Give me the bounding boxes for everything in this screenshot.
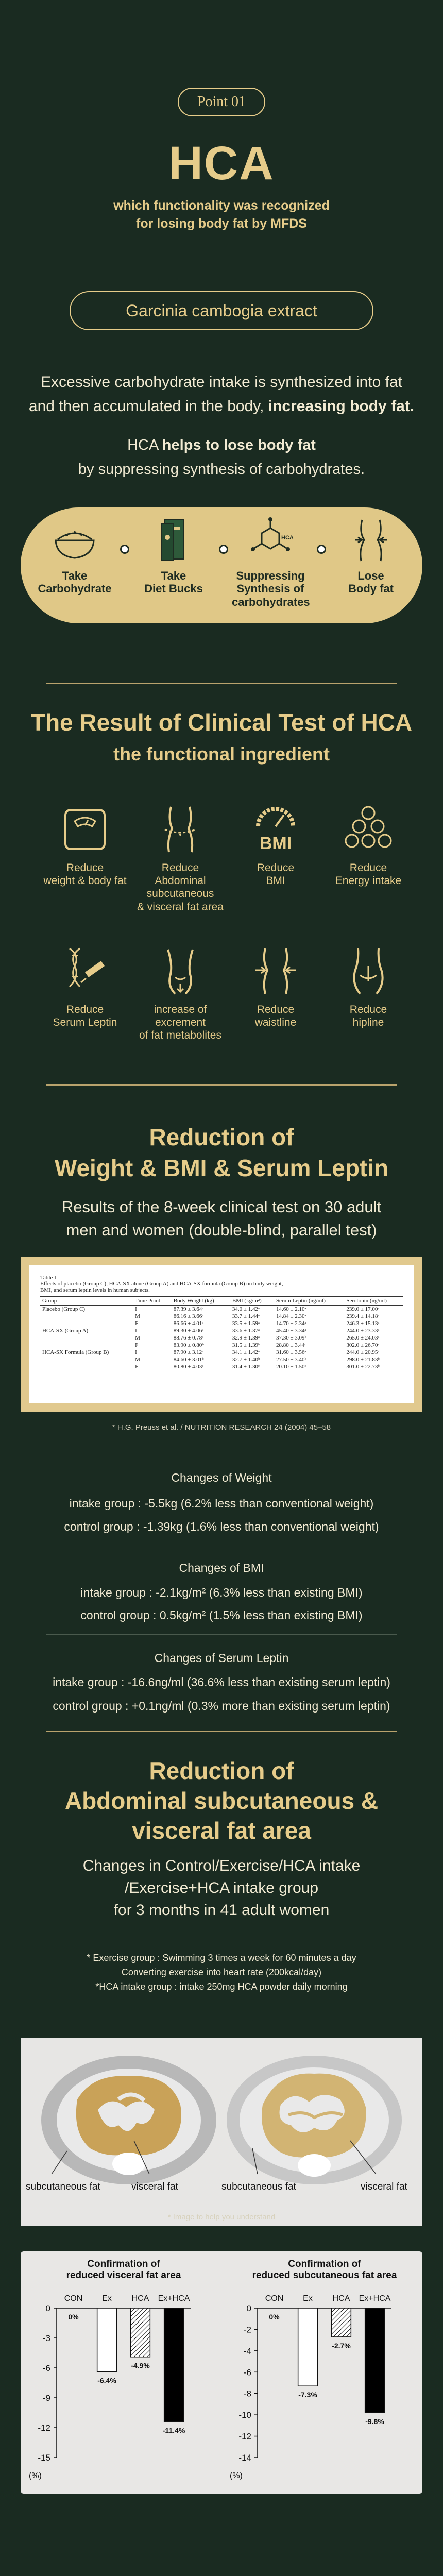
step-4-line-1: Lose bbox=[357, 569, 384, 582]
table-cell: M bbox=[135, 1357, 140, 1363]
table-cell: 84.60 ± 3.01ᵇ bbox=[173, 1357, 204, 1363]
point-badge: Point 01 bbox=[178, 88, 265, 116]
y-axis-label: (%) bbox=[230, 2471, 243, 2480]
table-row bbox=[40, 1306, 403, 1313]
table-cell bbox=[40, 1334, 133, 1342]
step-1-line-2: Carbohydrate bbox=[38, 582, 112, 596]
y-tick-label: 0 bbox=[246, 2303, 251, 2313]
bar-ex bbox=[298, 2308, 318, 2386]
y-tick-label: -6 bbox=[243, 2367, 251, 2378]
table-cell: 45.40 ± 3.34ᵃ bbox=[276, 1328, 306, 1334]
func-7-l1: Reduce bbox=[257, 1004, 295, 1015]
clinical-table-frame bbox=[21, 1257, 422, 1412]
table-header: Group bbox=[40, 1297, 133, 1306]
chart-visceral bbox=[29, 2259, 191, 2480]
abdomen-icon bbox=[155, 804, 206, 855]
table-row bbox=[40, 1356, 403, 1363]
table-caption-2: Effects of placebo (Group C), HCA-SX alone (Group A) and HCA-SX formula (Group B) on body weight, bbox=[40, 1281, 283, 1287]
table-cell: 298.0 ± 21.83ᵇ bbox=[346, 1357, 380, 1363]
bmi-icon-text: BMI bbox=[259, 834, 292, 853]
supplement-box-icon bbox=[150, 517, 197, 563]
table-row bbox=[40, 1363, 403, 1370]
func-hipline bbox=[319, 945, 417, 1029]
table-cell bbox=[40, 1356, 133, 1363]
energy-icon bbox=[343, 804, 394, 855]
category-label: CON bbox=[265, 2294, 284, 2303]
table-cell: 14.70 ± 2.34ᵃ bbox=[276, 1320, 306, 1327]
process-steps bbox=[21, 507, 422, 623]
table-cell: 33.6 ± 1.37ᵃ bbox=[232, 1328, 260, 1334]
molecule-icon bbox=[247, 517, 294, 563]
sec3-desc-1: Changes in Control/Exercise/HCA intake bbox=[82, 1857, 361, 1874]
func-2-l3: subcutaneous bbox=[146, 888, 214, 900]
sec2-title-2: Weight & BMI & Serum Leptin bbox=[54, 1155, 389, 1181]
chart-panel bbox=[21, 2251, 422, 2494]
leptin-intake: intake group : -16.6ng/ml (36.6% less than existing serum leptin) bbox=[53, 1675, 390, 1689]
bar-ex bbox=[97, 2308, 117, 2372]
table-cell: 244.0 ± 20.95ᵃ bbox=[346, 1349, 380, 1355]
weight-control: control group : -1.39kg (1.6% less than conventional weight) bbox=[64, 1520, 379, 1533]
hca-line-2: by suppressing synthesis of carbohydrates. bbox=[78, 461, 365, 478]
table-cell: 239.0 ± 17.00ᵃ bbox=[346, 1306, 380, 1312]
y-tick-label: -6 bbox=[42, 2363, 50, 2373]
step-2-line-1: Take bbox=[161, 569, 186, 582]
step-suppressing bbox=[232, 517, 309, 608]
table-cell: F bbox=[135, 1364, 139, 1370]
category-label: Ex+HCA bbox=[158, 2294, 190, 2303]
note-1: * Exercise group : Swimming 3 times a week for 60 minutes a day bbox=[87, 1953, 356, 1963]
table-cell: F bbox=[135, 1342, 139, 1348]
table-row bbox=[40, 1320, 403, 1327]
category-label: Ex bbox=[102, 2294, 112, 2303]
table-caption-1: Table 1 bbox=[40, 1275, 57, 1281]
table-cell: 14.60 ± 2.10ᵃ bbox=[276, 1306, 306, 1312]
category-label: HCA bbox=[332, 2294, 350, 2303]
step-carbohydrate bbox=[36, 517, 113, 596]
table-cell bbox=[40, 1320, 133, 1327]
table-cell: 34.0 ± 1.42ᵃ bbox=[232, 1306, 260, 1312]
intro-line-2a: and then accumulated in the body, bbox=[28, 398, 268, 415]
step-2-line-2: Diet Bucks bbox=[144, 582, 203, 596]
table-cell: I bbox=[135, 1349, 137, 1355]
hca-line-1 bbox=[0, 437, 443, 454]
step-dot-1 bbox=[120, 545, 129, 554]
intro-line-2b: increasing body fat. bbox=[268, 398, 415, 415]
table-cell: 14.84 ± 2.30ᵃ bbox=[276, 1313, 306, 1319]
func-5-l1: Reduce bbox=[66, 1004, 104, 1015]
sec2-title-1: Reduction of bbox=[149, 1124, 294, 1150]
table-cell bbox=[40, 1313, 133, 1320]
bar-ex-plus-hca bbox=[365, 2308, 385, 2413]
chart-subcutaneous bbox=[230, 2259, 397, 2480]
func-energy bbox=[319, 804, 417, 887]
table-cell: 27.50 ± 3.40ᵇ bbox=[276, 1357, 306, 1363]
table-cell: 265.0 ± 24.03ᵃ bbox=[346, 1335, 380, 1341]
weight-title: Changes of Weight bbox=[171, 1471, 272, 1484]
step-lose-fat bbox=[332, 517, 410, 596]
sec3-title-1: Reduction of bbox=[149, 1757, 294, 1784]
table-row bbox=[40, 1327, 403, 1334]
table-cell: 80.80 ± 4.03ᶜ bbox=[173, 1364, 204, 1370]
data-label: -6.4% bbox=[97, 2376, 116, 2385]
table-cell: 32.9 ± 1.39ᵃ bbox=[232, 1335, 260, 1341]
table-cell: 244.0 ± 23.33ᵃ bbox=[346, 1328, 380, 1334]
func-4-l1: Reduce bbox=[349, 862, 387, 874]
abdomen-cross-section-illustration bbox=[21, 2038, 422, 2226]
func-4-l2: Energy intake bbox=[335, 875, 402, 887]
y-tick-label: -10 bbox=[238, 2410, 251, 2420]
step-diet-bucks bbox=[135, 517, 212, 596]
table-cell: 87.90 ± 3.12ᵃ bbox=[173, 1349, 204, 1355]
step-3-line-2: Synthesis of bbox=[236, 582, 304, 596]
table-cell bbox=[40, 1363, 133, 1370]
bar-ex-plus-hca bbox=[164, 2308, 184, 2421]
data-label: -9.8% bbox=[365, 2417, 384, 2426]
sec2-desc-1: Results of the 8-week clinical test on 30 adult bbox=[61, 1198, 382, 1216]
table-cell: 33.7 ± 1.44ᵃ bbox=[232, 1313, 260, 1319]
excrement-icon bbox=[155, 945, 206, 997]
func-5-l2: Serum Leptin bbox=[53, 1016, 117, 1029]
data-label: 0% bbox=[68, 2313, 79, 2321]
leptin-title: Changes of Serum Leptin bbox=[154, 1651, 289, 1665]
label-visceral-2: visceral fat bbox=[361, 2181, 407, 2192]
table-cell: 20.10 ± 1.50ᶜ bbox=[276, 1364, 306, 1370]
func-3-l2: BMI bbox=[266, 875, 285, 887]
leptin-control: control group : +0.1ng/ml (0.3% more than existing serum leptin) bbox=[53, 1699, 390, 1713]
table-cell: 86.16 ± 3.66ᵃ bbox=[173, 1313, 204, 1319]
func-6-l1: increase of bbox=[154, 1004, 207, 1015]
sec3-desc-2: /Exercise+HCA intake group bbox=[124, 1879, 319, 1896]
table-header: BMI (kg/m²) bbox=[230, 1297, 274, 1306]
table-caption-3: BMI, and serum leptin levels in human subjects. bbox=[40, 1287, 150, 1293]
func-abdominal bbox=[131, 804, 229, 913]
table-cell: 28.80 ± 3.44ᶜ bbox=[276, 1342, 306, 1348]
y-tick-label: -9 bbox=[42, 2393, 50, 2403]
data-label: 0% bbox=[269, 2313, 280, 2321]
weight-intake: intake group : -5.5kg (6.2% less than conventional weight) bbox=[69, 1497, 374, 1510]
sec3-title-2: Abdominal subcutaneous & bbox=[64, 1787, 379, 1814]
table-cell: M bbox=[135, 1313, 140, 1319]
hca-line-1b: helps to lose body fat bbox=[162, 437, 316, 453]
subtitle-line-2: for losing body fat by MFDS bbox=[136, 216, 307, 231]
sec3-title-3: visceral fat area bbox=[132, 1817, 311, 1844]
table-cell: 34.1 ± 1.42ᵃ bbox=[232, 1349, 260, 1355]
func-leptin bbox=[36, 945, 134, 1029]
table-body bbox=[40, 1306, 403, 1371]
func-bmi bbox=[227, 804, 325, 887]
func-excrement bbox=[131, 945, 229, 1042]
func-7-l2: waistline bbox=[254, 1016, 297, 1029]
subtitle-line-1: which functionality was recognized bbox=[113, 198, 330, 213]
chart-title-line-2: reduced visceral fat area bbox=[66, 2270, 181, 2281]
func-2-l2: Abdominal bbox=[155, 875, 206, 887]
table-cell: 33.5 ± 1.59ᵃ bbox=[232, 1320, 260, 1327]
sec3-desc-3: for 3 months in 41 adult women bbox=[113, 1902, 330, 1919]
bmi-title: Changes of BMI bbox=[179, 1561, 264, 1574]
note-3: *HCA intake group : intake 250mg HCA powder daily morning bbox=[95, 1981, 348, 1992]
label-subcutaneous-1: subcutaneous fat bbox=[26, 2181, 100, 2192]
func-3-l1: Reduce bbox=[257, 862, 295, 874]
table-cell bbox=[40, 1342, 133, 1349]
figure-note: * Image to help you understand bbox=[167, 2213, 276, 2222]
divider-1 bbox=[46, 683, 397, 684]
label-subcutaneous-2: subcutaneous fat bbox=[222, 2181, 296, 2192]
table-cell: 83.90 ± 0.80ᵇ bbox=[173, 1342, 204, 1348]
divider-3 bbox=[46, 1731, 397, 1732]
table-cell: 302.0 ± 26.70ᵃ bbox=[346, 1342, 380, 1348]
step-3-line-1: Suppressing bbox=[236, 569, 305, 582]
bmi-intake: intake group : -2.1kg/m² (6.3% less than existing BMI) bbox=[80, 1586, 363, 1599]
data-label: -11.4% bbox=[162, 2426, 185, 2435]
y-tick-label: -8 bbox=[243, 2388, 251, 2399]
func-1-l2: weight & body fat bbox=[43, 875, 127, 887]
molecule-label: HCA bbox=[281, 535, 294, 541]
table-cell: 89.30 ± 4.06ᵃ bbox=[173, 1328, 204, 1334]
y-tick-label: -15 bbox=[38, 2453, 50, 2463]
table-row bbox=[40, 1313, 403, 1320]
hipline-icon bbox=[343, 945, 394, 997]
category-label: CON bbox=[64, 2294, 83, 2303]
table-cell: F bbox=[135, 1320, 139, 1327]
note-2: Converting exercise into heart rate (200kcal/day) bbox=[121, 1967, 322, 1977]
category-label: HCA bbox=[131, 2294, 149, 2303]
table-cell: HCA-SX Formula (Group B) bbox=[42, 1349, 109, 1355]
table-header: Serotonin (ng/ml) bbox=[344, 1297, 403, 1306]
chart-title-line-1: Confirmation of bbox=[87, 2259, 160, 2269]
table-cell: 37.30 ± 3.09ᵇ bbox=[276, 1335, 306, 1341]
divider-bmi bbox=[46, 1634, 397, 1635]
table-cell: 301.0 ± 22.73ᵇ bbox=[346, 1364, 380, 1370]
clinical-table bbox=[29, 1265, 414, 1403]
label-visceral-1: visceral fat bbox=[131, 2181, 178, 2192]
step-4-line-2: Body fat bbox=[348, 582, 394, 596]
bar-hca bbox=[131, 2308, 150, 2357]
data-label: -7.3% bbox=[298, 2391, 317, 2399]
results-table bbox=[40, 1296, 403, 1370]
y-tick-label: -4 bbox=[243, 2346, 251, 2356]
waist-icon bbox=[348, 517, 394, 563]
bmi-gauge-icon bbox=[250, 804, 301, 855]
func-weight bbox=[36, 804, 134, 887]
waistline-icon bbox=[250, 945, 301, 997]
func-8-l1: Reduce bbox=[349, 1004, 387, 1015]
chart-title-line-2: reduced subcutaneous fat area bbox=[252, 2270, 397, 2281]
table-cell: 87.39 ± 3.64ᵃ bbox=[173, 1306, 204, 1312]
table-cell: 88.76 ± 0.78ᵃ bbox=[173, 1335, 204, 1341]
func-2-l4: & visceral fat area bbox=[137, 901, 224, 913]
step-dot-2 bbox=[219, 545, 228, 554]
table-cell: M bbox=[135, 1335, 140, 1341]
func-6-l2: excrement bbox=[155, 1016, 206, 1029]
category-label: Ex bbox=[303, 2294, 313, 2303]
scale-icon bbox=[59, 804, 111, 855]
step-1-line-1: Take bbox=[62, 569, 88, 582]
table-cell: 239.4 ± 14.18ᵃ bbox=[346, 1313, 380, 1319]
table-cell: 31.5 ± 1.39ᵇ bbox=[232, 1342, 260, 1348]
table-cell: 31.60 ± 3.56ᵃ bbox=[276, 1349, 306, 1355]
table-header: Serum Leptin (ng/ml) bbox=[274, 1297, 344, 1306]
table-header: Time Point bbox=[133, 1297, 172, 1306]
table-cell: Placebo (Group C) bbox=[42, 1306, 86, 1312]
bar-hca bbox=[332, 2308, 351, 2337]
func-waistline bbox=[227, 945, 325, 1029]
fat-illustration bbox=[21, 2038, 422, 2226]
result-title: The Result of Clinical Test of HCA bbox=[30, 709, 413, 736]
category-label: Ex+HCA bbox=[359, 2294, 391, 2303]
table-row bbox=[40, 1334, 403, 1342]
func-6-l3: of fat metabolites bbox=[139, 1029, 222, 1042]
y-axis-label: (%) bbox=[29, 2471, 42, 2480]
table-cell: 31.4 ± 1.30ᶜ bbox=[232, 1364, 260, 1370]
hca-line-1a: HCA bbox=[127, 437, 162, 453]
intro-line-1: Excessive carbohydrate intake is synthesized into fat bbox=[40, 374, 403, 391]
y-tick-label: 0 bbox=[45, 2303, 50, 2313]
y-tick-label: -12 bbox=[38, 2423, 50, 2433]
table-header: Body Weight (kg) bbox=[172, 1297, 230, 1306]
table-cell: 86.66 ± 4.01ᵃ bbox=[173, 1320, 204, 1327]
bar-charts bbox=[21, 2251, 422, 2494]
y-tick-label: -14 bbox=[238, 2453, 251, 2463]
source-note: * H.G. Preuss et al. / NUTRITION RESEARCH 24 (2004) 45–58 bbox=[112, 1423, 331, 1432]
rice-bowl-icon bbox=[52, 517, 98, 563]
y-tick-label: -3 bbox=[42, 2333, 50, 2343]
table-cell: I bbox=[135, 1328, 137, 1334]
table-cell: 32.7 ± 1.40ᵇ bbox=[232, 1357, 260, 1363]
y-tick-label: -12 bbox=[238, 2431, 251, 2442]
chart-title-line-1: Confirmation of bbox=[288, 2259, 361, 2269]
data-label: -2.7% bbox=[332, 2341, 351, 2350]
result-subtitle: the functional ingredient bbox=[113, 743, 330, 765]
bmi-control: control group : 0.5kg/m² (1.5% less than existing BMI) bbox=[80, 1608, 363, 1622]
ingredient-name: Garcinia cambogia extract bbox=[126, 301, 317, 320]
table-header-row bbox=[40, 1297, 403, 1306]
step-3-line-3: carbohydrates bbox=[232, 595, 310, 608]
table-cell: 246.3 ± 15.13ᵃ bbox=[346, 1320, 380, 1327]
page-title: HCA bbox=[168, 137, 275, 190]
func-2-l1: Reduce bbox=[161, 862, 199, 874]
table-row bbox=[40, 1342, 403, 1349]
intro-line-2 bbox=[0, 398, 443, 415]
y-tick-label: -2 bbox=[243, 2325, 251, 2335]
divider-2 bbox=[46, 1084, 397, 1086]
sec2-desc-2: men and women (double-blind, parallel test) bbox=[66, 1221, 377, 1239]
data-label: -4.9% bbox=[131, 2361, 150, 2370]
func-8-l2: hipline bbox=[352, 1016, 384, 1029]
step-dot-3 bbox=[317, 545, 326, 554]
table-row bbox=[40, 1349, 403, 1356]
table-cell: HCA-SX (Group A) bbox=[42, 1328, 89, 1334]
dna-syringe-icon bbox=[59, 945, 111, 997]
func-1-l1: Reduce bbox=[66, 862, 104, 874]
table-cell: I bbox=[135, 1306, 137, 1312]
